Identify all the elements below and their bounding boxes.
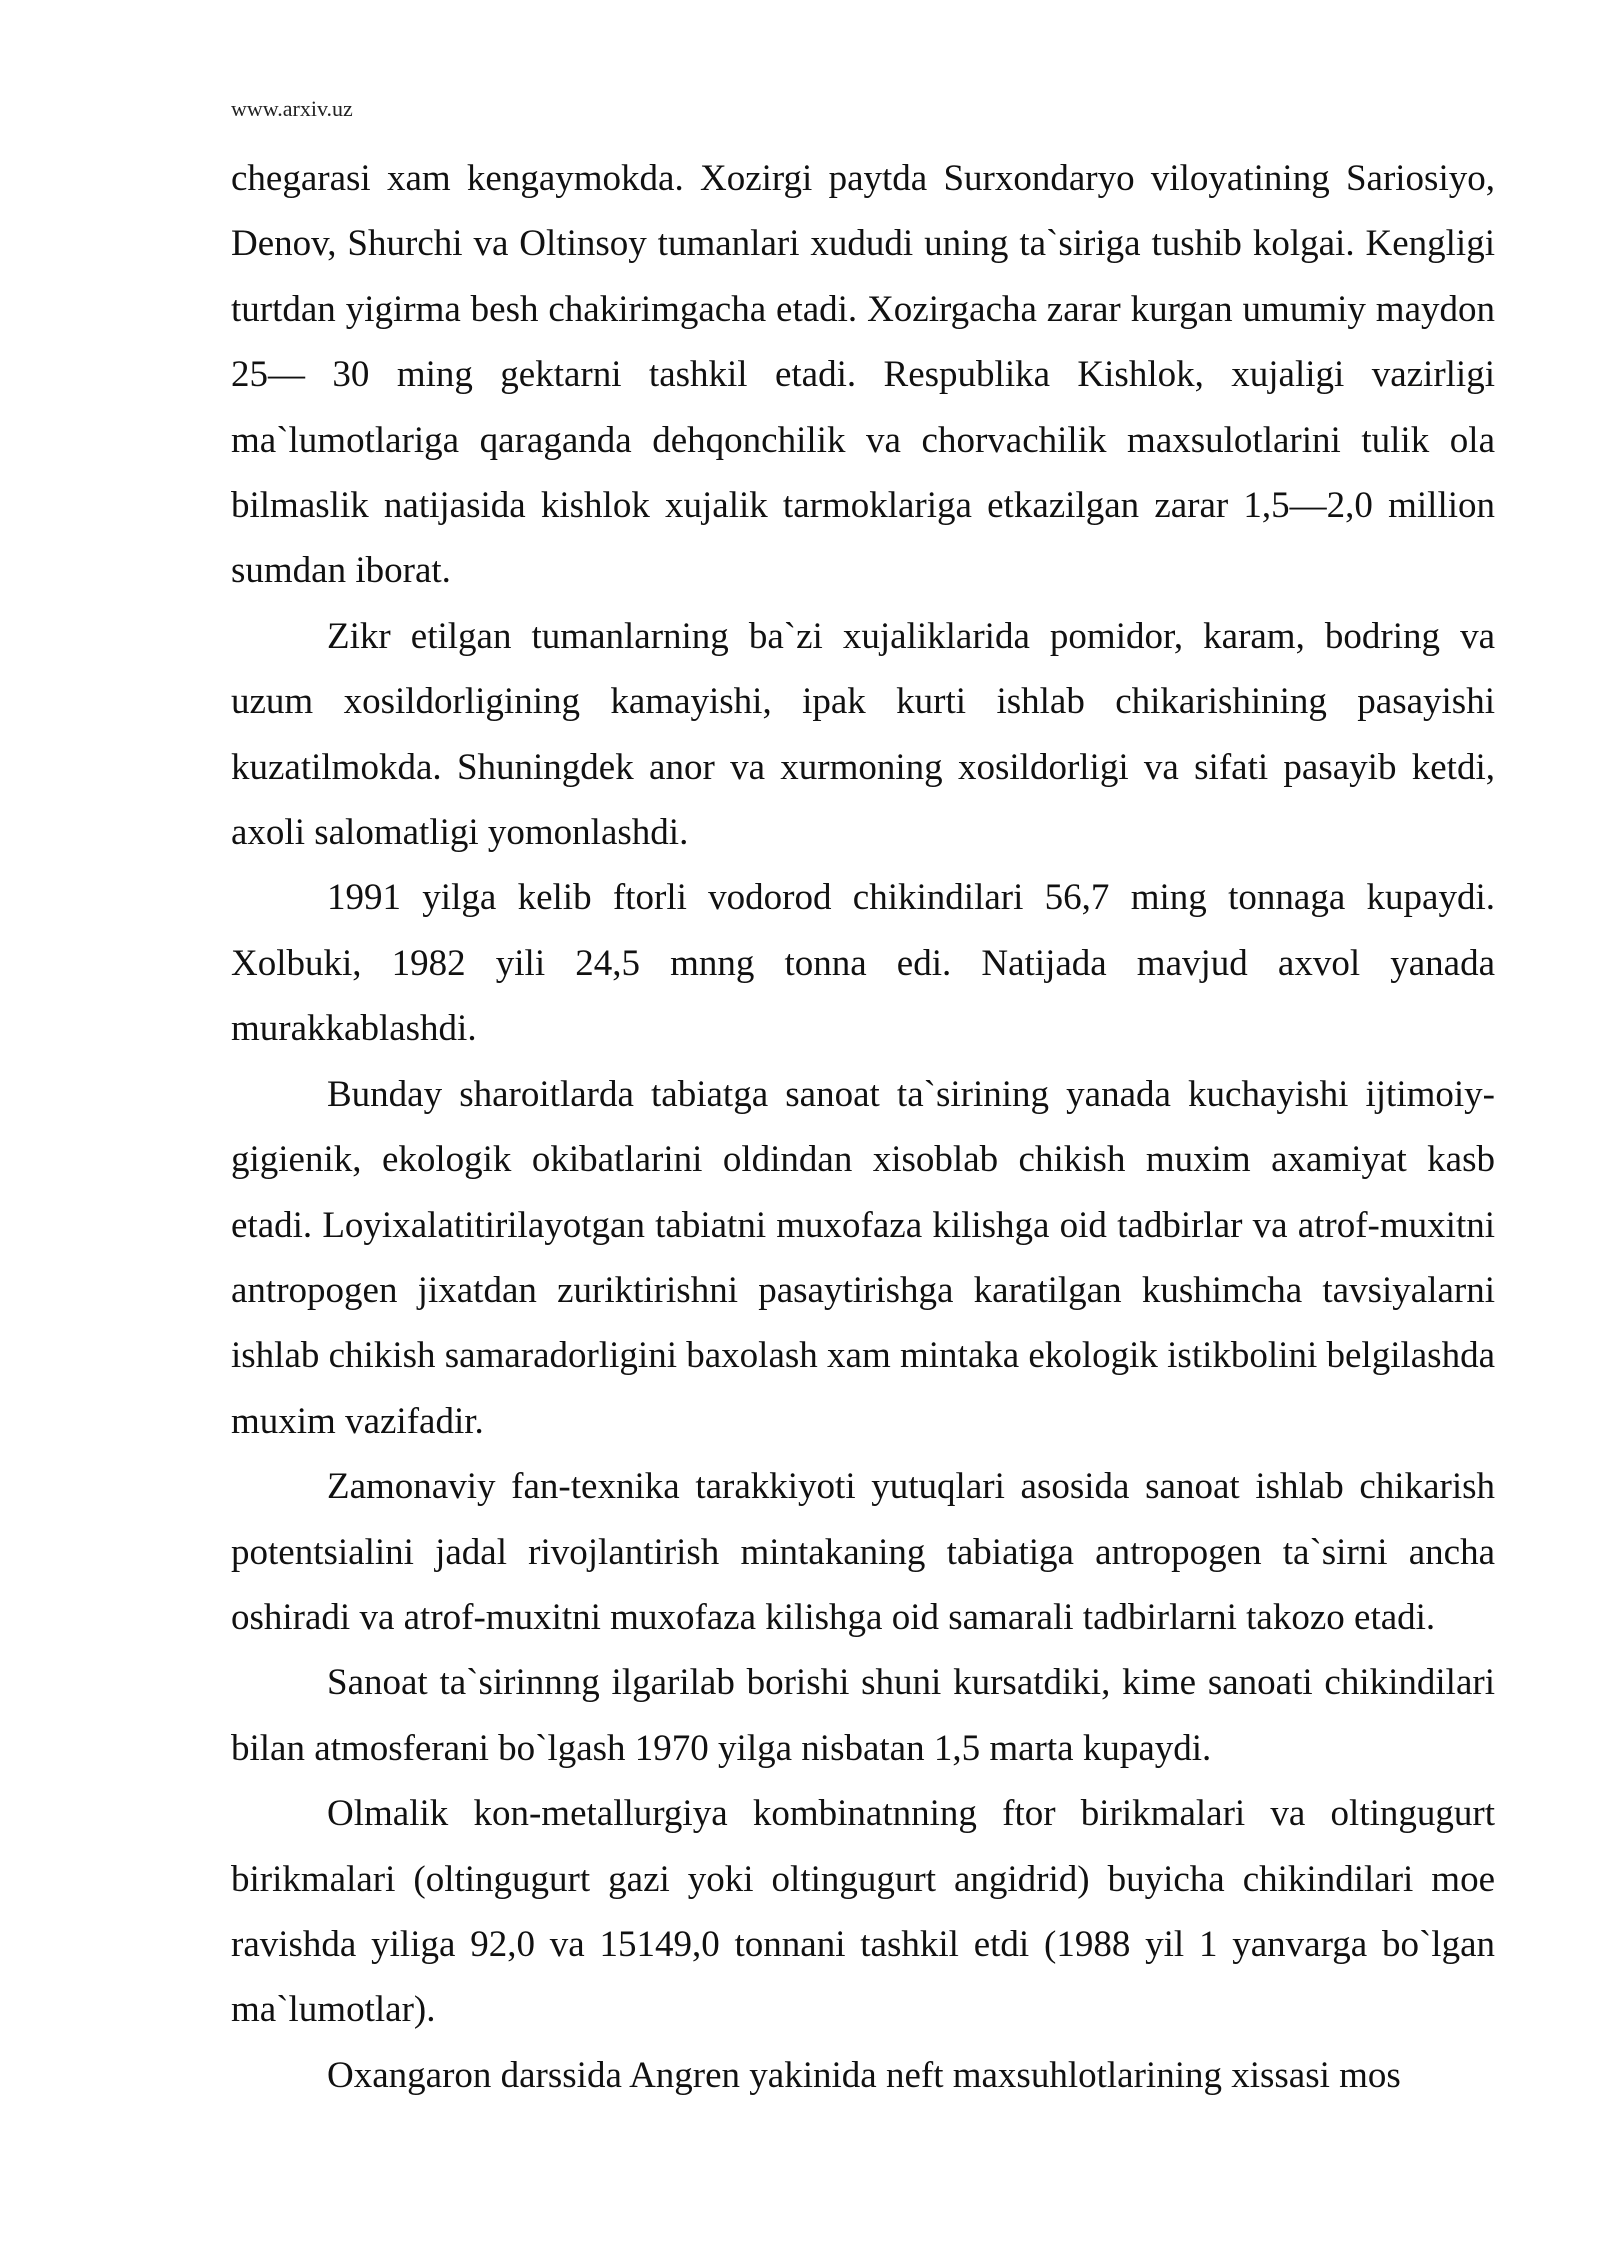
paragraph-3: 1991 yilga kelib ftorli vodorod chikindilari 56,7 ming tonnaga kupaydi. Xolbuki, 1982 yili 24,5 mnng tonna edi. Natijada mavjud axvol yanada murakkablashdi.: [231, 877, 1495, 1050]
paragraph-6: Sanoat ta`sirinnng ilgarilab borishi shuni kursatdiki, kime sanoati chikindilari bilan atmosferani bo`lgash 1970 yilga nisbatan 1,5 marta kupaydi.: [231, 1662, 1495, 1769]
document-body: [231, 146, 1495, 2108]
site-header: www.arxiv.uz: [231, 96, 353, 121]
paragraph-2: Zikr etilgan tumanlarning ba`zi xujaliklarida pomidor, karam, bodring va uzum xosildorligining kamayishi, ipak kurti ishlab chikarishining pasayishi kuzatilmokda. Shuningdek anor va xurmoning xosildorligi va sifati pasayib ketdi, axoli salomatligi yomonlashdi.: [231, 615, 1495, 854]
paragraph-8: Oxangaron darssida Angren yakinida neft maxsuhlotlarining xissasi mos: [327, 2054, 1401, 2096]
paragraph-1: chegarasi xam kengaymokda. Xozirgi paytda Surxondaryo viloyatining Sariosiyo, Denov, Shurchi va Oltinsoy tumanlari xududi uning ta`siriga tushib kolgai. Kengligi turtdan yigirma besh chakirimgacha etadi. Xozirgacha zarar kurgan umumiy maydon 25— 30 ming gektarni tashkil etadi. Respublika Kishlok, xujaligi vazirligi ma`lumotlariga qaraganda dehqonchilik va chorvachilik maxsulotlarini tulik ola bilmaslik natijasida kishlok xujalik tarmoklariga etkazilgan zarar 1,5—2,0 million sumdan iborat.: [231, 158, 1495, 592]
paragraph-5: Zamonaviy fan-texnika tarakkiyoti yutuqlari asosida sanoat ishlab chikarish potentsialini jadal rivojlantirish mintakaning tabiatiga antropogen ta`sirni ancha oshiradi va atrof-muxitni muxofaza kilishga oid samarali tadbirlarni takozo etadi.: [231, 1466, 1495, 1638]
paragraph-4: Bunday sharoitlarda tabiatga sanoat ta`sirining yanada kuchayishi ijtimoiy-gigienik, ekologik okibatlarini oldindan xisoblab chikish muxim axamiyat kasb etadi. Loyixalatitirilayotgan tabiatni muxofaza kilishga oid tadbirlar va atrof-muxitni antropogen jixatdan zuriktirishni pasaytirishga karatilgan kushimcha tavsiyalarni ishlab chikish samaradorligini baxolash xam mintaka ekologik istikbolini belgilashda muxim vazifadir.: [231, 1073, 1495, 1442]
paragraph-7: Olmalik kon-metallurgiya kombinatnning ftor birikmalari va oltingugurt birikmalari (oltingugurt gazi yoki oltingugurt angidrid) buyicha chikindilari moe ravishda yiliga 92,0 va 15149,0 tonnani tashkil etdi (1988 yil 1 yanvarga bo`lgan ma`lumotlar).: [231, 1793, 1495, 2031]
